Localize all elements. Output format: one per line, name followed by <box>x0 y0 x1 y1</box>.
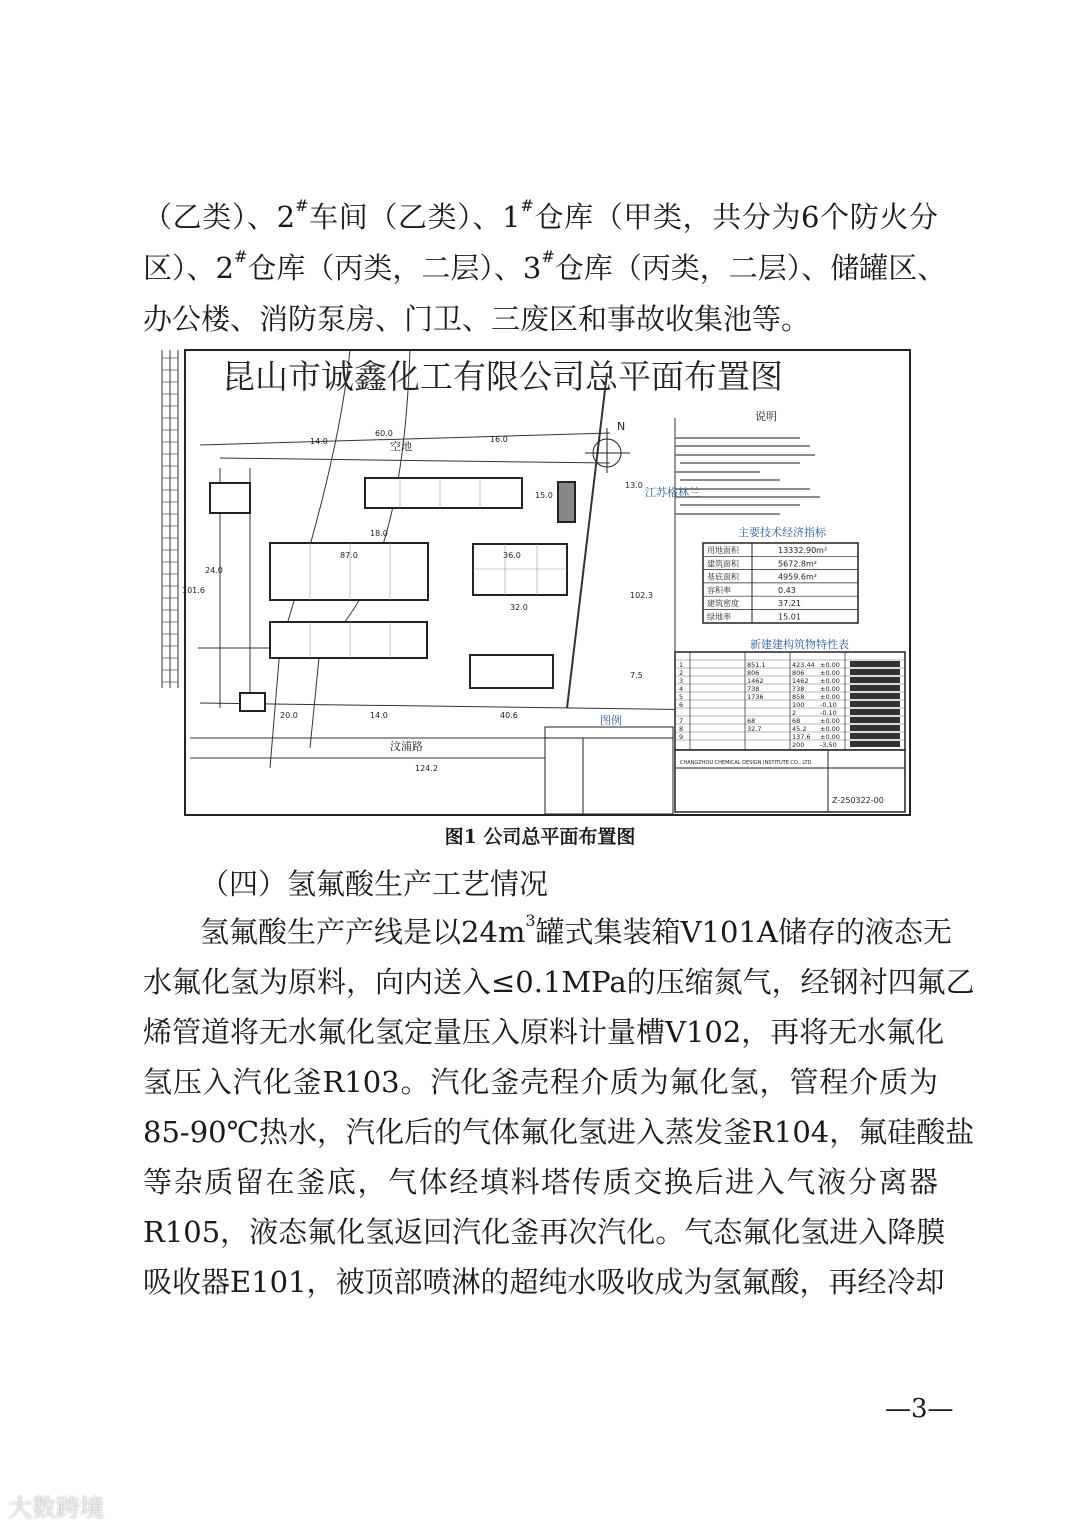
page-number: —3— <box>885 1394 954 1424</box>
buildings-table-cell: 2 <box>792 709 797 717</box>
buildings-table-cell: 200 <box>792 741 805 749</box>
indicator-label: 绿地率 <box>707 612 731 622</box>
building-4 <box>365 478 522 508</box>
legend <box>545 713 673 814</box>
dimension-label: 20.0 <box>280 711 298 720</box>
buildings-table-cell: 738 <box>747 685 760 693</box>
building-1 <box>470 655 553 688</box>
buildings-table-cell: ±0.00 <box>820 677 840 685</box>
indicator-value: 5672.8m² <box>778 559 817 569</box>
indicator-value: 37.21 <box>778 599 801 609</box>
site-plan-figure <box>160 348 912 818</box>
remark-cell <box>850 733 900 739</box>
dimension-label: 7.5 <box>630 671 643 680</box>
building-8 <box>240 693 265 711</box>
building-5 <box>270 622 427 658</box>
remark-cell <box>850 725 900 731</box>
watermark-logo: 大数跨境 <box>8 1494 104 1522</box>
indicator-label: 用地面积 <box>707 546 739 555</box>
remark-cell <box>850 717 900 723</box>
buildings-table-cell: 2 <box>679 669 684 677</box>
buildings-table-cell: -0.10 <box>820 709 837 717</box>
road-label: 汶浦路 <box>390 740 423 753</box>
indicator-value: 0.43 <box>778 585 796 595</box>
indicator-value: 4959.6m² <box>778 572 817 582</box>
text-line <box>143 247 947 288</box>
text-line <box>143 299 938 339</box>
buildings-table-cell: 1462 <box>792 677 809 685</box>
buildings-table-cell: 1736 <box>747 693 764 701</box>
dimension-label: 87.0 <box>340 551 358 560</box>
left-grid-strip <box>162 350 178 688</box>
text-line <box>143 962 975 1002</box>
buildings-table-cell: 806 <box>792 669 805 677</box>
superscript: # <box>295 196 309 215</box>
indicator-label: 基底面积 <box>707 572 739 582</box>
buildings-table-cell: 1462 <box>747 677 764 685</box>
buildings-table-cell: ±0.00 <box>820 685 840 693</box>
dimension-label: 32.0 <box>510 603 528 612</box>
text-run: 车间（乙类）、1 <box>308 200 521 234</box>
text-line <box>143 197 938 237</box>
text-run: 区）、2 <box>143 251 234 285</box>
dimension-label: 13.0 <box>625 481 643 490</box>
north-label: N <box>617 420 626 433</box>
dimension-label: 36.0 <box>503 551 521 560</box>
buildings-table-cell: ±0.00 <box>820 693 840 701</box>
indicators-title: 主要技术经济指标 <box>738 526 826 539</box>
buildings-table-cell: 858 <box>792 693 805 701</box>
text-run: 氢压入汽化釜R103。汽化釜壳程介质为氟化氢，管程介质为 <box>143 1065 938 1099</box>
text-run: 等杂质留在釜底，气体经填料塔传质交换后进入气液分离器 <box>143 1165 938 1199</box>
dimension-label: 14.0 <box>370 711 388 720</box>
buildings-table-cell: 32.7 <box>747 725 762 733</box>
indicator-label: 建筑密度 <box>707 599 739 609</box>
buildings-table-cell: 8 <box>679 725 684 733</box>
text-run: 氢氟酸生产产线是以24m <box>200 915 526 949</box>
dimension-label: 124.2 <box>415 764 438 773</box>
text-line <box>200 911 952 952</box>
figure-caption: 图1 公司总平面布置图 <box>444 826 636 848</box>
text-run: 仓库（甲类，共分为6个防火分 <box>533 200 939 234</box>
remark-cell <box>850 709 900 715</box>
superscript: # <box>520 196 534 215</box>
buildings-table-cell: 45.2 <box>792 725 807 733</box>
text-run: 水氟化氢为原料，向内送入≤0.1MPa的压缩氮气，经钢衬四氟乙 <box>143 965 975 999</box>
remark-cell <box>850 693 900 699</box>
buildings-table-cell: 3 <box>679 677 684 685</box>
buildings-table-cell: 1 <box>679 661 684 669</box>
remark-cell <box>850 677 900 683</box>
text-run: 吸收器E101，被顶部喷淋的超纯水吸收成为氢氟酸，再经冷却 <box>143 1265 945 1299</box>
text-run: （乙类）、2 <box>143 200 296 234</box>
buildings-table-cell: 68 <box>747 717 756 725</box>
buildings-table-cell: 68 <box>792 717 801 725</box>
text-line <box>143 1062 938 1102</box>
buildings-table-cell: 6 <box>679 701 684 709</box>
dimension-label: 15.0 <box>535 491 553 500</box>
empty-lot-label: 空地 <box>390 440 412 453</box>
notes-title: 说明 <box>755 410 777 423</box>
text-line <box>143 1212 946 1252</box>
text-run: 85-90℃热水，汽化后的气体氟化氢进入蒸发釜R104，氟硅酸盐 <box>143 1115 975 1149</box>
text-run: 烯管道将无水氟化氢定量压入原料计量槽V102，再将无水氟化 <box>143 1015 945 1049</box>
buildings-table-cell: ±0.00 <box>820 661 840 669</box>
text-line <box>143 1112 975 1152</box>
superscript: 3 <box>525 911 536 930</box>
text-run: 仓库（丙类，二层）、储罐区、 <box>554 251 947 285</box>
legend-title: 图例 <box>600 714 622 727</box>
dimension-label: 24.0 <box>205 566 223 575</box>
indicator-value: 15.01 <box>778 612 801 622</box>
remark-cell <box>850 661 900 667</box>
remark-cell <box>850 701 900 707</box>
buildings-table-cell: 7 <box>679 717 684 725</box>
neighbor-label: 江苏格林兰 <box>645 486 700 499</box>
buildings-table-cell: 5 <box>679 693 684 701</box>
text-run: 办公楼、消防泵房、门卫、三废区和事故收集池等。 <box>143 302 811 336</box>
section-heading: （四）氢氟酸生产工艺情况 <box>200 867 549 901</box>
remark-cell <box>850 685 900 691</box>
text-line <box>143 1012 945 1052</box>
remark-cell <box>850 669 900 675</box>
dimension-label: 18.0 <box>370 529 388 538</box>
buildings-table-cell: -0.10 <box>820 701 837 709</box>
dimension-label: 102.3 <box>630 591 653 600</box>
buildings-table-cell: ±0.00 <box>820 733 840 741</box>
buildings-table-cell: 851.1 <box>747 661 766 669</box>
text-line <box>143 1162 938 1202</box>
title-block <box>675 750 905 812</box>
text-run: 仓库（丙类，二层）、3 <box>247 251 542 285</box>
drawing-number: Z-250322-00 <box>832 796 884 805</box>
indicator-value: 13332.90m² <box>778 546 828 555</box>
buildings-table-cell: 806 <box>747 669 760 677</box>
buildings-table-cell: 423.44 <box>792 661 815 669</box>
buildings-table-cell: ±0.00 <box>820 717 840 725</box>
buildings-table-cell: 9 <box>679 733 684 741</box>
buildings-table-cell: ±0.00 <box>820 725 840 733</box>
buildings-table-cell: 100 <box>792 701 805 709</box>
indicator-label: 建筑面积 <box>707 559 739 569</box>
buildings-table-cell: -3.50 <box>820 741 837 749</box>
institute-name: CHANGZHOU CHEMICAL DESIGN INSTITUTE CO., LTD <box>680 760 812 766</box>
dimension-label: 40.6 <box>500 711 518 720</box>
dimension-label: 101.6 <box>182 586 205 595</box>
figure-title: 昆山市诚鑫化工有限公司总平面布置图 <box>222 357 783 396</box>
buildings-table-cell: ±0.00 <box>820 669 840 677</box>
dimension-label: 16.0 <box>490 435 508 444</box>
buildings-table-cell: 137.6 <box>792 733 811 741</box>
dimension-label: 60.0 <box>375 429 393 438</box>
buildings-table-cell: 4 <box>679 685 684 693</box>
superscript: # <box>541 247 555 266</box>
text-run: R105，液态氟化氢返回汽化釜再次汽化。气态氟化氢进入降膜 <box>143 1215 946 1249</box>
superscript: # <box>233 247 248 266</box>
text-line <box>143 1262 945 1302</box>
buildings-table-title: 新建建构筑物特性表 <box>750 638 849 651</box>
tank-area <box>558 482 575 522</box>
remark-cell <box>850 741 900 747</box>
indicator-label: 容积率 <box>707 585 731 595</box>
buildings-table-cell: 738 <box>792 685 805 693</box>
dimension-label: 14.0 <box>310 437 328 446</box>
text-run: 罐式集装箱V101A储存的液态无 <box>535 915 952 949</box>
building-6 <box>210 483 250 513</box>
